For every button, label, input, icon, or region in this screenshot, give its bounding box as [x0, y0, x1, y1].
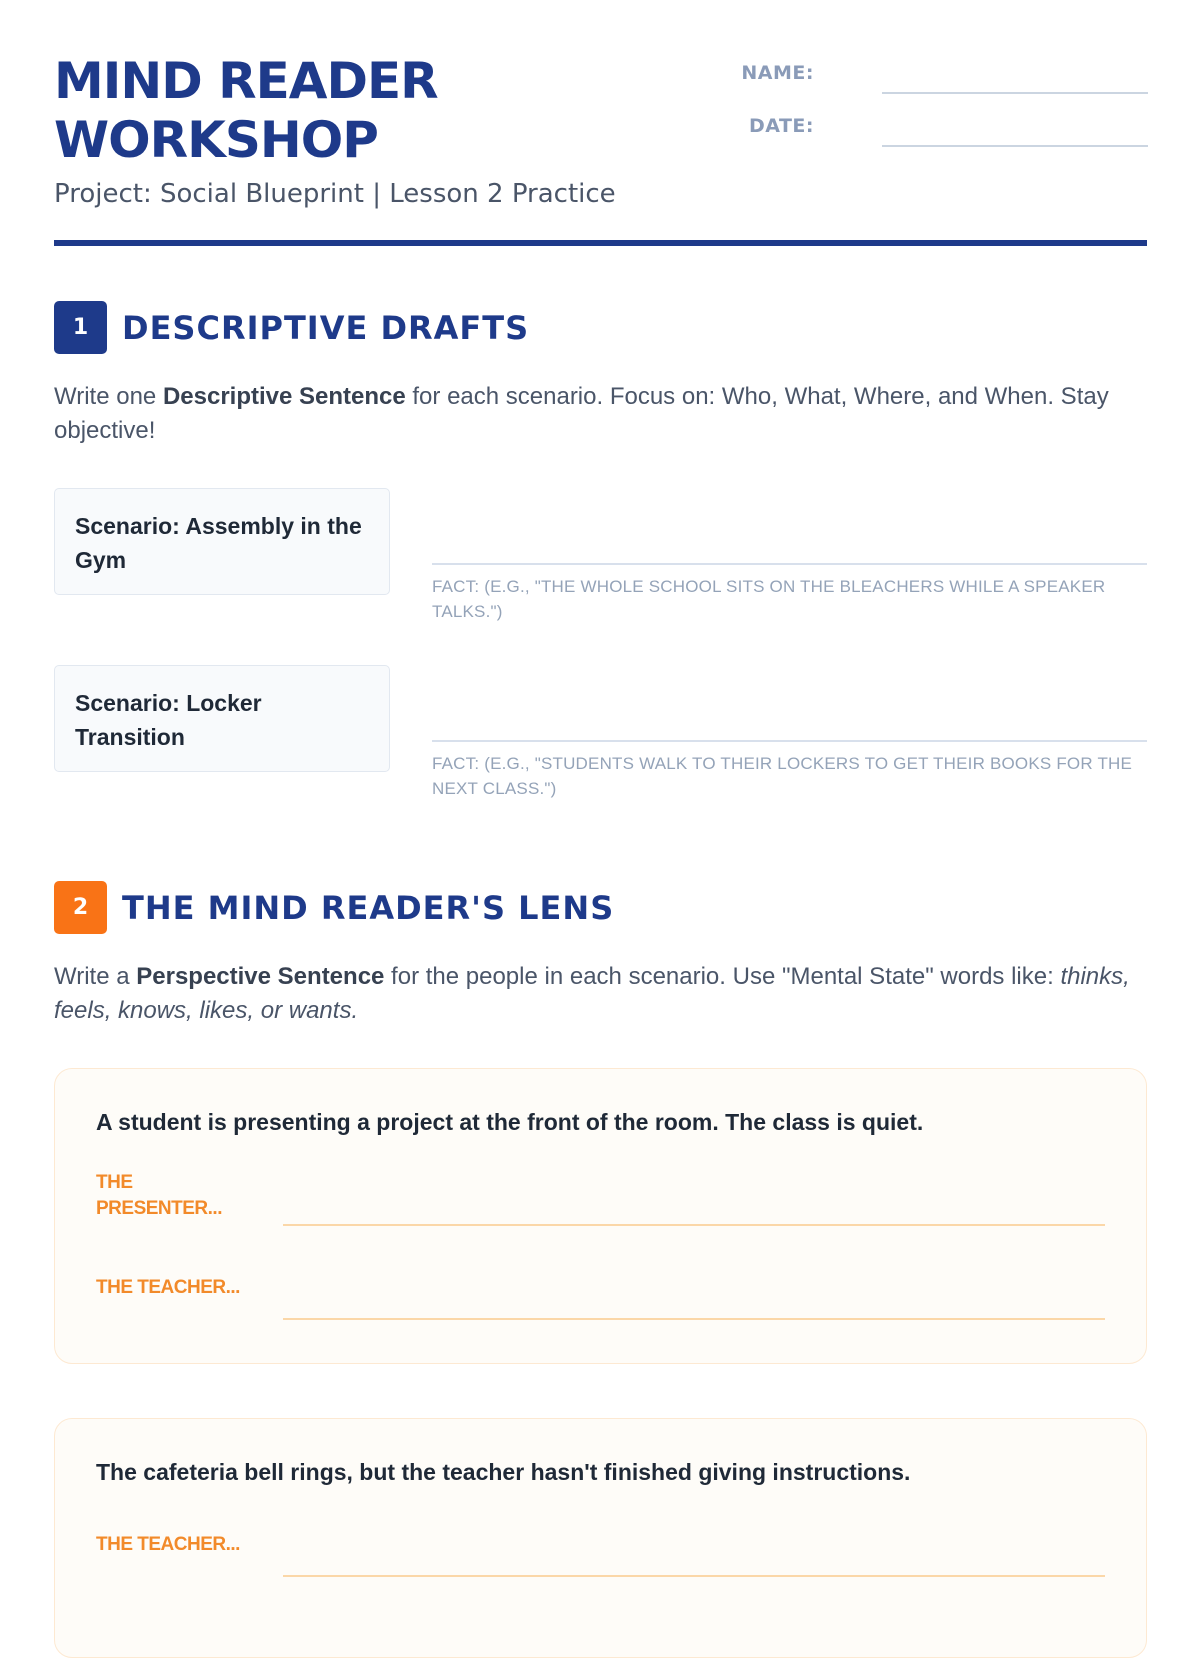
section-1-heading	[54, 301, 529, 354]
name-line[interactable]	[882, 92, 1148, 94]
hint-assembly: FACT: (E.G., "THE WHOLE SCHOOL SITS ON THE BLEACHERS WHILE A SPEAKER TALKS.")	[432, 577, 1106, 621]
worksheet-title: MIND READER WORKSHOP	[54, 52, 438, 169]
date-label: DATE:	[748, 115, 814, 137]
lens-prompt: The cafeteria bell rings, but the teacher hasn't finished giving instructions.	[96, 1459, 911, 1485]
section-2-instructions	[54, 960, 1147, 1028]
answer-line-assembly[interactable]	[432, 563, 1147, 565]
worksheet-page	[54, 0, 1147, 1555]
mental-state-words: thinks, feels, knows, likes, or wants.	[54, 963, 1130, 1024]
instructions-text: Write one	[54, 383, 163, 410]
section-1-badge: 1	[54, 301, 107, 354]
instructions-text: Write a	[54, 963, 137, 990]
role-line-teacher[interactable]	[283, 1318, 1105, 1320]
scenario-card-locker: Scenario: Locker Transition	[54, 665, 390, 772]
role-line-teacher[interactable]	[283, 1575, 1105, 1577]
lens-prompt: A student is presenting a project at the front of the room. The class is quiet.	[96, 1109, 924, 1135]
section-1-instructions	[54, 380, 1147, 448]
section-2-heading	[54, 881, 614, 934]
role-label-teacher: THE TEACHER...	[96, 1534, 240, 1555]
header-divider	[54, 240, 1147, 246]
section-1-title: DESCRIPTIVE DRAFTS	[122, 308, 530, 347]
lens-box-presentation	[54, 1068, 1147, 1364]
worksheet-header	[54, 0, 1147, 246]
name-label: NAME:	[741, 62, 814, 84]
instructions-emphasis: Perspective Sentence	[136, 963, 385, 990]
role-label-teacher: THE TEACHER...	[96, 1277, 240, 1298]
role-label-presenter: THE PRESENTER...	[96, 1172, 222, 1219]
scenario-card-assembly: Scenario: Assembly in the Gym	[54, 488, 390, 595]
answer-line-locker[interactable]	[432, 740, 1147, 742]
instructions-text: for the people in each scenario. Use "Mental State" words like:	[384, 963, 1061, 990]
section-2-badge: 2	[54, 881, 107, 934]
worksheet-subtitle: Project: Social Blueprint | Lesson 2 Practice	[54, 179, 616, 209]
role-line-presenter[interactable]	[283, 1224, 1105, 1226]
lens-box-cafeteria	[54, 1418, 1147, 1658]
instructions-emphasis: Descriptive Sentence	[162, 383, 406, 410]
hint-locker: FACT: (E.G., "STUDENTS WALK TO THEIR LOCKERS TO GET THEIR BOOKS FOR THE NEXT CLASS.")	[432, 754, 1133, 798]
date-field	[714, 107, 1148, 147]
name-field	[714, 54, 1148, 94]
date-line[interactable]	[882, 145, 1148, 147]
section-2-title: THE MIND READER'S LENS	[122, 888, 615, 927]
instructions-text: for each scenario. Focus on: Who, What, Where, and When. Stay objective!	[54, 383, 1109, 444]
